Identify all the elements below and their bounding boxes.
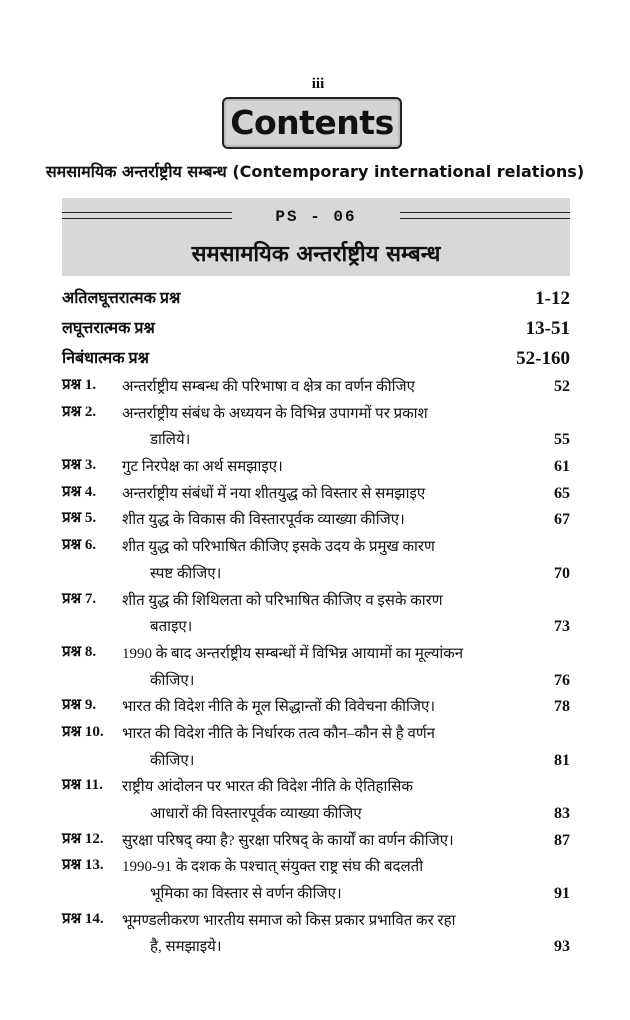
unit-header-band — [62, 198, 570, 276]
question-number: प्रश्न 13. — [62, 857, 104, 874]
question-page: 70 — [554, 564, 570, 582]
section-label: निबंधात्मक प्रश्न — [62, 350, 149, 367]
toc-question-entry[interactable] — [62, 908, 570, 961]
contents-title-box — [222, 97, 402, 149]
toc-question-entry[interactable] — [62, 481, 570, 508]
question-text: शीत युद्ध के विकास की विस्तारपूर्वक व्याख्या कीजिए। — [122, 512, 405, 529]
question-text: राष्ट्रीय आंदोलन पर भारत की विदेश नीति के ऐतिहासिक — [122, 779, 413, 796]
question-text: भूमण्डलीकरण भारतीय समाज को किस प्रकार प्रभावित कर रहा — [122, 912, 456, 929]
question-text: गुट निरपेक्ष का अर्थ समझाइए। — [122, 459, 283, 476]
question-text: अन्तर्राष्ट्रीय संबंधों में नया शीतयुद्ध को विस्तार से समझाइए — [122, 485, 426, 502]
question-text: 1990 के बाद अन्तर्राष्ट्रीय सम्बन्धों में विभिन्न आयामों का मूल्यांकन — [122, 645, 464, 662]
question-text: कीजिए। — [150, 672, 195, 689]
question-page: 76 — [554, 671, 570, 689]
question-text: सुरक्षा परिषद् क्या है? सुरक्षा परिषद् के कार्यों का वर्णन कीजिए। — [122, 832, 454, 849]
question-text: कीजिए। — [150, 752, 195, 769]
toc-section-entry[interactable] — [62, 284, 570, 314]
question-page: 73 — [554, 618, 570, 636]
section-pages: 52-160 — [516, 348, 570, 369]
question-number: प्रश्न 8. — [62, 643, 97, 660]
toc-question-entry[interactable] — [62, 774, 570, 827]
question-number: प्रश्न 2. — [62, 403, 97, 420]
question-number: प्रश्न 14. — [62, 910, 104, 927]
question-text: डालिये। — [150, 432, 191, 449]
unit-heading: समसामयिक अन्तर्राष्ट्रीय सम्बन्ध — [191, 242, 441, 267]
question-text: शीत युद्ध की शिथिलता को परिभाषित कीजिए व इसके कारण — [122, 592, 443, 609]
question-text: स्पष्ट कीजिए। — [150, 565, 222, 582]
question-text: भारत की विदेश नीति के मूल सिद्धान्तों की विवेचना कीजिए। — [122, 699, 436, 716]
question-text: आधारों की विस्तारपूर्वक व्याख्या कीजिए — [150, 806, 362, 822]
question-number: प्रश्न 7. — [62, 590, 97, 607]
question-text: भारत की विदेश नीति के निर्धारक तत्व कौन–कौन से है वर्णन — [122, 725, 435, 742]
question-page: 87 — [554, 831, 570, 849]
toc-question-entry[interactable] — [62, 641, 570, 694]
question-text: बताइए। — [150, 619, 193, 636]
question-text: अन्तर्राष्ट्रीय सम्बन्ध की परिभाषा व क्षेत्र का वर्णन कीजिए — [122, 379, 415, 395]
question-number: प्रश्न 1. — [62, 377, 97, 393]
question-page: 83 — [554, 805, 570, 822]
question-page: 61 — [554, 458, 570, 476]
toc-question-entry[interactable] — [62, 828, 570, 855]
toc-section-entry[interactable] — [62, 314, 570, 344]
question-page: 67 — [554, 511, 570, 529]
question-text: 1990-91 के दशक के पश्चात् संयुक्त राष्ट्र संघ की बदलती — [122, 859, 424, 876]
toc-question-entry[interactable] — [62, 721, 570, 774]
question-number: प्रश्न 6. — [62, 537, 97, 554]
book-subtitle: समसामयिक अन्तर्राष्ट्रीय सम्बन्ध (Contemporary international relations) — [45, 162, 585, 181]
question-page: 93 — [554, 938, 570, 956]
unit-code: PS - 06 — [275, 208, 357, 226]
page-number: iii — [311, 76, 325, 92]
question-number: प्रश्न 5. — [62, 510, 97, 527]
question-number: प्रश्न 12. — [62, 830, 104, 847]
toc-question-entry[interactable] — [62, 374, 570, 401]
question-page: 55 — [554, 431, 570, 449]
section-label: अतिलघूत्तरात्मक प्रश्न — [62, 290, 181, 307]
toc-section-entry[interactable] — [62, 344, 570, 374]
question-number: प्रश्न 3. — [62, 457, 97, 474]
question-page: 81 — [554, 751, 570, 769]
question-number: प्रश्न 9. — [62, 697, 97, 714]
section-pages: 13-51 — [525, 318, 570, 339]
toc-question-entry[interactable] — [62, 454, 570, 481]
section-pages: 1-12 — [535, 288, 570, 309]
toc-question-entry[interactable] — [62, 534, 570, 587]
question-number: प्रश्न 11. — [62, 777, 103, 794]
question-number: प्रश्न 4. — [62, 483, 97, 500]
question-text: अन्तर्राष्ट्रीय संबंध के अध्ययन के विभिन्न उपागमों पर प्रकाश — [122, 405, 428, 422]
toc-question-entry[interactable] — [62, 507, 570, 534]
question-page: 91 — [554, 885, 570, 903]
question-page: 65 — [554, 484, 570, 502]
question-page: 78 — [554, 698, 570, 716]
toc-question-entry[interactable] — [62, 694, 570, 721]
table-of-contents — [62, 284, 570, 961]
question-text: शीत युद्ध को परिभाषित कीजिए इसके उदय के प्रमुख कारण — [122, 539, 435, 556]
contents-title: Contents — [230, 103, 394, 142]
question-text: भूमिका का विस्तार से वर्णन कीजिए। — [150, 886, 342, 903]
question-page: 52 — [554, 378, 570, 395]
toc-question-entry[interactable] — [62, 854, 570, 907]
toc-question-entry[interactable] — [62, 401, 570, 454]
toc-question-entry[interactable] — [62, 588, 570, 641]
question-text: है, समझाइये। — [150, 939, 222, 956]
question-number: प्रश्न 10. — [62, 723, 104, 740]
section-label: लघूत्तरात्मक प्रश्न — [62, 320, 155, 337]
